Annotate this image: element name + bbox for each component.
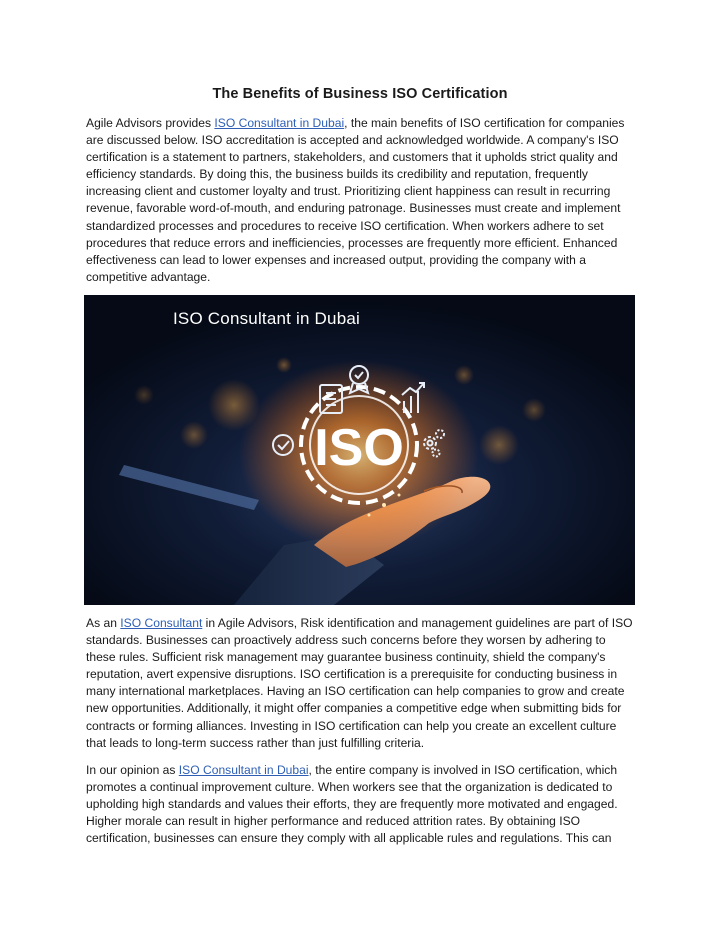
image-caption: ISO Consultant in Dubai [173, 309, 360, 328]
iso-consultant-link[interactable]: ISO Consultant [120, 616, 203, 630]
paragraph-text: As an [86, 616, 121, 630]
paragraph-text: , the main benefits of ISO certification for companies are discussed below. ISO accreditation is accepted and acknowledged worldwide. A company's ISO certification is a statement to partners, stakeholders, and customers that it upholds strict quality and efficiency standards. By doing this, the business builds its credibility and reputation, frequently increasing client and customer loyalty and trust. Prioritizing client happiness can result in recurring revenue, favorable word-of-mouth, and enduring patronage. Businesses must create and implement standardized processes and procedures to receive ISO certification. When workers adhere to set procedures that reduce errors and inefficiencies, processes are frequently more efficient. Enhanced effectiveness can lead to lower expenses and increased output, providing the company with a competitive advantage. [86, 116, 625, 284]
iso-logo-text: ISO [314, 419, 404, 477]
iso-consultant-dubai-link[interactable]: ISO Consultant in Dubai [178, 763, 309, 777]
hero-image [84, 295, 635, 605]
paragraph-text: in Agile Advisors, Risk identification and management guidelines are part of ISO standards. Businesses can proactively address such concerns before they worsen by adhering to these rules. Sufficient risk management may guarantee business continuity, shield the company's reputation, avert expensive disruptions. ISO certification is a prerequisite for conducting business in many international marketplaces. Having an ISO certification can help companies to grow and create new opportunities. Additionally, it might offer companies a competitive edge when submitting bids for contracts or forming alliances. Investing in ISO certification can help you create an excellent culture that leads to long-term success rather than just fulfilling criteria. [86, 616, 633, 750]
paragraph-opinion [86, 762, 638, 847]
paragraph-text: , the entire company is involved in ISO certification, which promotes a continual improvement culture. When workers see that the organization is dedicated to upholding high standards and values their efforts, they are frequently more motivated and engaged. Higher morale can result in higher performance and reduced attrition rates. By obtaining ISO certification, businesses can ensure they comply with all applicable rules and regulations. This can [86, 763, 618, 846]
paragraph-text: In our opinion as [86, 763, 179, 777]
iso-consultant-dubai-link[interactable]: ISO Consultant in Dubai [214, 116, 345, 130]
paragraph-intro [86, 115, 638, 286]
paragraph-risk [86, 615, 638, 752]
document-title: The Benefits of Business ISO Certification [212, 86, 508, 102]
paragraph-text: Agile Advisors provides [86, 116, 215, 130]
hero-illustration [84, 295, 635, 605]
